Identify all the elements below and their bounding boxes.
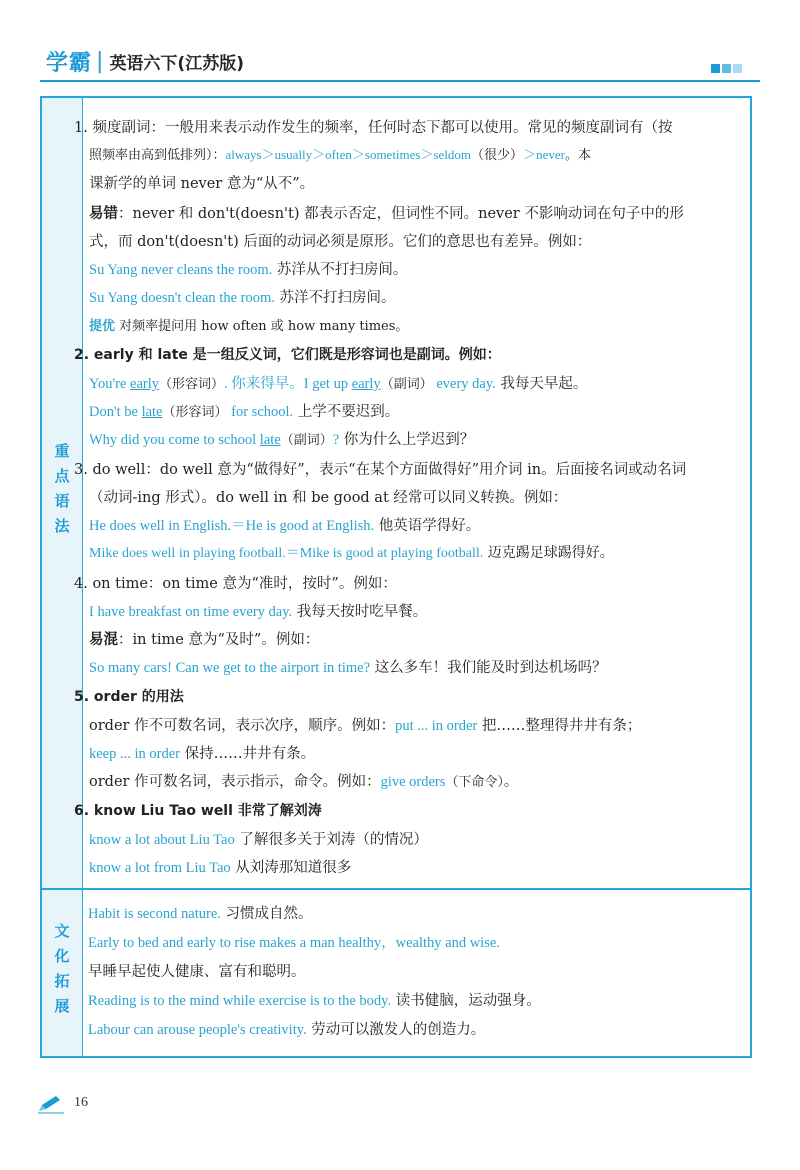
text-segment: 照频率由高到低排列）：	[89, 148, 226, 163]
page-number: 16	[74, 1095, 88, 1110]
english-text: Reading is to the mind while exercise is to the body.	[88, 993, 392, 1009]
annotation: （形容词）	[162, 405, 228, 420]
text-line: 课新学的单词 never 意为“从不”。	[89, 176, 315, 192]
example-line	[89, 372, 587, 393]
text-line	[89, 770, 518, 791]
annotation: （很少）	[471, 148, 524, 163]
text-line: 式，而 don't(doesn't) 后面的动词必须是原形。它们的意思也有差异。例如：	[89, 234, 592, 250]
english-text: put ... in order	[395, 718, 478, 734]
chinese-text: 上学不要迟到。	[293, 404, 400, 420]
chinese-text: 他英语学得好。	[374, 518, 481, 534]
square-icon	[733, 64, 742, 73]
chinese-text: 苏洋不打扫房间。	[274, 290, 396, 306]
decorative-squares	[711, 64, 742, 73]
annotation: （副词）	[280, 433, 333, 448]
text-segment: 。本	[564, 148, 591, 163]
example-line	[89, 286, 395, 307]
english-text: give orders	[380, 774, 446, 790]
underlined-word: late	[259, 432, 281, 448]
text-line	[89, 742, 315, 763]
grammar-sidebar	[42, 98, 83, 890]
logo-separator: |	[96, 48, 104, 74]
english-text: ?	[332, 432, 340, 448]
chinese-text: 我每天早起。	[495, 376, 588, 392]
annotation: （形容词）	[159, 377, 225, 392]
chinese-text: 这么多车！我们能及时到达机场吗？	[370, 660, 607, 676]
chinese-text: 你为什么上学迟到？	[339, 432, 475, 448]
chinese-text: 劳动可以激发人的创造力。	[306, 1022, 486, 1038]
chinese-text: 我每天按时吃早餐。	[292, 604, 428, 620]
book-title: 英语六下(江苏版)	[109, 53, 244, 74]
text-segment: ：never 和 don't(doesn't) 都表示否定，但词性不同。never 不影响动词在句子中的形	[118, 206, 684, 222]
example-line	[89, 428, 474, 449]
english-text: Early to bed and early to rise makes a man healthy，wealthy and wise.	[88, 935, 500, 951]
text-segment: order 作不可数名词，表示次序，顺序。例如：	[89, 718, 396, 734]
tip-label: 提优	[89, 319, 116, 334]
text-line: （动词-ing 形式）。do well in 和 be good at 经常可以同义转换。例如：	[89, 490, 568, 506]
text-line	[89, 144, 591, 163]
grammar-item-5: 5. order 的用法	[74, 689, 184, 705]
underlined-word: early	[351, 376, 381, 392]
grammar-label: 重点语法	[52, 443, 71, 543]
text-segment: order 作可数名词，表示指示，命令。例如：	[89, 774, 381, 790]
english-text: Su Yang never cleans the room.	[89, 262, 273, 278]
section-divider	[82, 888, 750, 890]
text-segment: 。	[503, 774, 519, 790]
english-text: know a lot from Liu Tao	[89, 860, 231, 876]
english-text: for school.	[227, 404, 294, 420]
header-rule	[40, 80, 760, 82]
confusion-label: 易混	[89, 632, 118, 648]
english-text: Su Yang doesn't clean the room.	[89, 290, 275, 306]
quote-line	[88, 1018, 485, 1039]
grammar-item-4: 4. on time：on time 意为“准时，按时”。例如：	[74, 576, 397, 592]
text-line	[89, 714, 641, 735]
quote-line	[88, 989, 541, 1010]
underlined-word: late	[141, 404, 163, 420]
text-line: 1. 频度副词：一般用来表示动作发生的频率，任何时态下都可以使用。常见的频度副词有（按	[74, 120, 673, 136]
annotation: （副词）	[380, 377, 433, 392]
chinese-text: 苏洋从不打扫房间。	[272, 262, 408, 278]
culture-sidebar	[42, 890, 83, 1056]
grammar-item-3: 3. do well：do well 意为“做得好”，表示“在某个方面做得好”用介词 in。后面接名词或动名词	[74, 462, 687, 478]
english-text: know a lot about Liu Tao	[89, 832, 235, 848]
chinese-text: 迈克踢足球踢得好。	[483, 545, 614, 561]
text-segment: 对频率提问用 how often 或 how many times。	[115, 319, 409, 334]
square-icon	[711, 64, 720, 73]
chinese-text: 了解很多关于刘涛（的情况）	[234, 832, 428, 848]
grammar-item-2: 2. early 和 late 是一组反义词，它们既是形容词也是副词。例如：	[74, 347, 501, 363]
english-text: So many cars! Can we get to the airport in time?	[89, 660, 371, 676]
annotation: （下命令）	[445, 775, 504, 790]
english-text: Habit is second nature.	[88, 906, 221, 922]
english-text: keep ... in order	[89, 746, 180, 762]
english-text: You're	[89, 376, 131, 392]
example-line	[89, 856, 351, 877]
square-icon	[722, 64, 731, 73]
quote-translation: 早睡早起使人健康、富有和聪明。	[88, 964, 306, 980]
text-line	[89, 202, 684, 223]
example-line	[89, 258, 407, 279]
error-label: 易错	[89, 206, 118, 222]
pencil-icon	[36, 1094, 66, 1114]
english-text: ＞never	[523, 147, 565, 162]
english-text: I have breakfast on time every day.	[89, 604, 293, 620]
tip-line	[89, 315, 408, 334]
english-text: Mike does well in playing football.＝Mike is good at playing football.	[89, 546, 484, 561]
quote-line	[88, 931, 500, 952]
chinese-text: 从刘涛那知道很多	[230, 860, 352, 876]
example-line	[89, 656, 607, 677]
chinese-text: 把……整理得井井有条；	[477, 718, 642, 734]
quote-line	[88, 902, 313, 923]
example-line	[89, 600, 427, 621]
chinese-text: 读书健脑，运动强身。	[391, 993, 541, 1009]
grammar-item-1	[74, 116, 672, 137]
english-text: He does well in English.＝He is good at English.	[89, 518, 375, 534]
culture-label: 文化拓展	[52, 923, 71, 1023]
text-line	[89, 628, 319, 649]
english-text: Why did you come to school	[89, 432, 260, 448]
english-text: Don't be	[89, 404, 142, 420]
page-header	[40, 44, 760, 84]
text-segment: ：in time 意为“及时”。例如：	[118, 632, 320, 648]
chinese-text: 习惯成自然。	[220, 906, 313, 922]
underlined-word: early	[130, 376, 160, 392]
logo-text: 学霸	[46, 50, 93, 76]
english-text: every day.	[432, 376, 496, 392]
example-line	[89, 828, 428, 849]
example-line	[89, 514, 480, 535]
grammar-item-6: 6. know Liu Tao well 非常了解刘涛	[74, 803, 322, 819]
brand-logo	[40, 44, 244, 78]
example-line	[89, 400, 399, 421]
english-text: . 你来得早。I get up	[224, 376, 352, 392]
example-line	[89, 542, 614, 562]
english-text: always＞usually＞often＞sometimes＞seldom	[225, 147, 472, 162]
chinese-text: 保持……井井有条。	[180, 746, 316, 762]
english-text: Labour can arouse people's creativity.	[88, 1022, 307, 1038]
